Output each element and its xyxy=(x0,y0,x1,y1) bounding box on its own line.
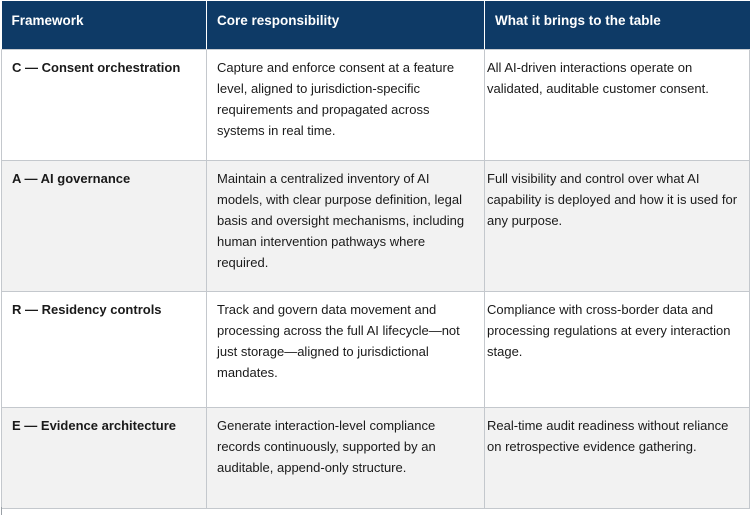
framework-cell: A — AI governance xyxy=(2,161,207,292)
responsibility-cell: Track and govern data movement and processing across the full AI lifecycle—not just storage—aligned to jurisdictional mandates. xyxy=(207,292,485,408)
table-row xyxy=(2,408,750,509)
table-row xyxy=(2,50,750,161)
responsibility-cell: Maintain a centralized inventory of AI models, with clear purpose definition, legal basis and oversight mechanisms, including human intervention pathways where required. xyxy=(207,161,485,292)
table-row xyxy=(2,161,750,292)
framework-cell: C — Consent orchestration xyxy=(2,50,207,161)
benefit-cell: Compliance with cross-border data and processing regulations at every interaction stage. xyxy=(485,292,750,408)
table-row xyxy=(2,292,750,408)
header-what-it-brings: What it brings to the table xyxy=(485,1,750,50)
table-corner-mark xyxy=(1,507,5,515)
framework-table-container xyxy=(1,1,749,513)
responsibility-cell: Capture and enforce consent at a feature level, aligned to jurisdiction-specific requirements and propagated across systems in real time. xyxy=(207,50,485,161)
framework-cell: R — Residency controls xyxy=(2,292,207,408)
table-header-row xyxy=(2,1,750,50)
framework-cell: E — Evidence architecture xyxy=(2,408,207,509)
benefit-cell: Full visibility and control over what AI capability is deployed and how it is used for any purpose. xyxy=(485,161,750,292)
framework-table xyxy=(1,1,750,509)
benefit-cell: All AI-driven interactions operate on validated, auditable customer consent. xyxy=(485,50,750,161)
header-framework: Framework xyxy=(2,1,207,50)
responsibility-cell: Generate interaction-level compliance records continuously, supported by an auditable, append-only structure. xyxy=(207,408,485,509)
benefit-cell: Real-time audit readiness without reliance on retrospective evidence gathering. xyxy=(485,408,750,509)
header-core-responsibility: Core responsibility xyxy=(207,1,485,50)
